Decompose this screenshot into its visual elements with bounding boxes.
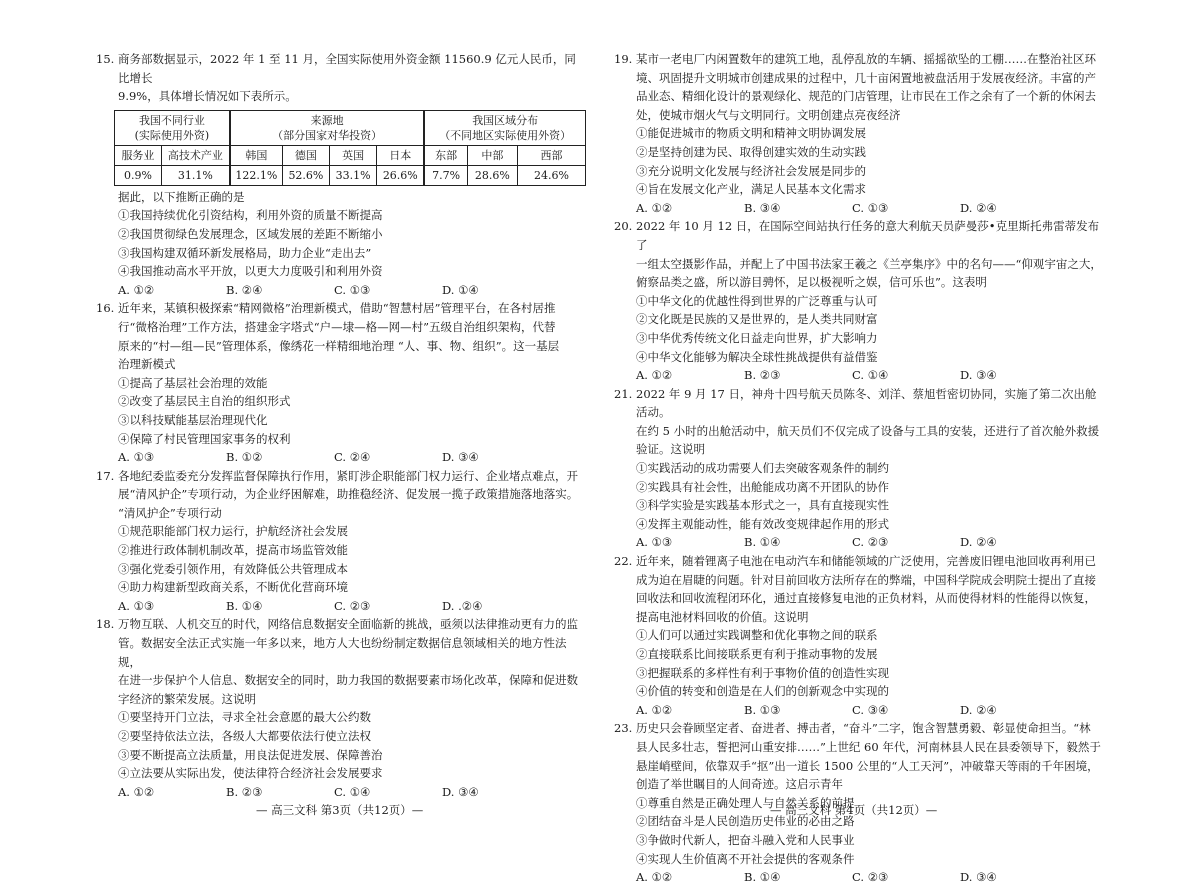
option-statement: ②推进行政体制机制改革，提高市场监管效能 bbox=[118, 543, 348, 558]
answer-choices bbox=[96, 448, 586, 467]
option-statement: ③以科技赋能基层治理现代化 bbox=[118, 412, 268, 427]
question-22 bbox=[614, 552, 1104, 719]
answer-choice-b[interactable]: B. ③④ bbox=[744, 200, 781, 215]
question-stem bbox=[614, 552, 1104, 571]
question-number: 16. bbox=[96, 301, 115, 316]
stem-line: 管。数据安全法正式实施一年多以来，地方人大也纷纷制定数据信息领域相关的地方性法规， bbox=[118, 636, 567, 669]
option-statement: ②文化既是民族的又是世界的，是人类共同财富 bbox=[636, 312, 878, 327]
stem-line: 一组太空摄影作品，并配上了中国书法家王羲之《兰亭集序》中的名句——“仰观宇宙之大， bbox=[636, 256, 1102, 271]
answer-choices bbox=[96, 783, 586, 802]
stem-line: 验证。这说明 bbox=[636, 442, 705, 457]
stem-line: 俯察品类之盛，所以游目骋怀，足以极视听之娱，信可乐也”。这表明 bbox=[636, 275, 987, 290]
question-16 bbox=[96, 299, 586, 466]
page-footer-left: — 高三文科 第3页（共12页）— bbox=[256, 803, 424, 817]
option-statement: ③我国构建双循环新发展格局，助力企业“走出去” bbox=[118, 245, 372, 260]
answer-choice-a[interactable]: A. ①② bbox=[118, 784, 155, 799]
stem-line: 提高电池材料回收的价值。这说明 bbox=[636, 609, 809, 624]
table-row bbox=[115, 145, 586, 165]
answer-choices bbox=[614, 533, 1104, 552]
table-group-header bbox=[115, 110, 230, 145]
group-title: 我国区域分布 bbox=[472, 113, 539, 127]
answer-choices bbox=[614, 701, 1104, 720]
right-column bbox=[614, 50, 1104, 887]
table-cell: 122.1% bbox=[230, 165, 282, 185]
table-cell: 0.9% bbox=[115, 165, 162, 185]
answer-choices bbox=[96, 281, 586, 300]
stem-line: 悬崖峭壁间，依靠双手“抠”出一道长 1500 公里的“人工天河”，冲破靠天等雨的千年困境， bbox=[636, 758, 1099, 773]
option-statement: ③争做时代新人，把奋斗融入党和人民事业 bbox=[636, 832, 855, 847]
option-statement: ①我国持续优化引资结构，利用外资的质量不断提高 bbox=[118, 208, 383, 223]
stem-line: 近年来，某镇积极探索“精网微格”治理新模式，借助“智慧村居”管理平台，在各村居推 bbox=[118, 301, 556, 316]
table-cell: 英国 bbox=[330, 145, 377, 165]
answer-choice-c[interactable]: C. ③④ bbox=[852, 702, 889, 717]
option-statement: ③要不断提高立法质量，用良法促进发展、保障善治 bbox=[118, 747, 383, 762]
table-cell: 中部 bbox=[467, 145, 517, 165]
question-15 bbox=[96, 50, 586, 299]
stem-line: 各地纪委监委充分发挥监督保障执行作用，紧盯涉企职能部门权力运行、企业堵点难点，开 bbox=[118, 468, 578, 483]
option-statement: ①规范职能部门权力运行，护航经济社会发展 bbox=[118, 524, 348, 539]
answer-choice-a[interactable]: A. ①③ bbox=[118, 450, 155, 465]
option-statement: ③科学实验是实践基本形式之一，具有直接现实性 bbox=[636, 498, 889, 513]
answer-choice-b[interactable]: B. ①④ bbox=[744, 535, 781, 550]
option-statement: ①人们可以通过实践调整和优化事物之间的联系 bbox=[636, 628, 878, 643]
question-number: 23. bbox=[614, 721, 633, 736]
stem-line: 9.9%，具体增长情况如下表所示。 bbox=[118, 89, 297, 104]
answer-choices bbox=[96, 597, 586, 616]
stem-line: “清风护企”专项行动 bbox=[118, 505, 222, 520]
stem-line: 处，使城市烟火气与文明同行。文明创建点亮夜经济 bbox=[636, 107, 901, 122]
answer-choice-b[interactable]: B. ①③ bbox=[744, 702, 781, 717]
answer-choice-b[interactable]: B. ②③ bbox=[226, 784, 263, 799]
question-number: 18. bbox=[96, 617, 115, 632]
answer-choices bbox=[614, 199, 1104, 218]
fdi-growth-table bbox=[114, 110, 586, 186]
stem-line: 回收法和回收流程闭环化，通过直接修复电池的正负材料，从而使得材料的性能得以恢复， bbox=[636, 591, 1096, 606]
table-cell: 31.1% bbox=[161, 165, 230, 185]
stem-line: 某市一老电厂内闲置数年的建筑工地，乱停乱放的车辆、摇摇欲坠的工棚……在整治社区环 bbox=[636, 52, 1096, 66]
option-statement: ④立法要从实际出发，使法律符合经济社会发展要求 bbox=[118, 766, 383, 781]
option-statement: ④中华文化能够为解决全球性挑战提供有益借鉴 bbox=[636, 349, 878, 364]
option-statement: ①中华文化的优越性得到世界的广泛尊重与认可 bbox=[636, 293, 878, 308]
table-cell: 28.6% bbox=[467, 165, 517, 185]
question-stem bbox=[96, 299, 586, 318]
group-subtitle: （不同地区实际使用外资） bbox=[439, 128, 572, 142]
table-cell: 24.6% bbox=[517, 165, 585, 185]
answer-choice-c[interactable]: C. ②③ bbox=[334, 598, 371, 613]
answer-choice-d[interactable]: D. .②④ bbox=[442, 598, 483, 613]
stem-line: 原来的“村—组—民”管理体系，像绣花一样精细地治理 “人、事、物、组织”。这一基层 bbox=[118, 338, 560, 353]
table-cell: 33.1% bbox=[330, 165, 377, 185]
answer-choice-c[interactable]: C. ②③ bbox=[852, 870, 889, 885]
stem-line: 成为迫在眉睫的问题。针对目前回收方法所存在的弊端，中国科学院成会明院士提出了直接 bbox=[636, 572, 1096, 587]
option-statement: ②我国贯彻绿色发展理念，区域发展的差距不断缩小 bbox=[118, 226, 383, 241]
answer-choice-c[interactable]: C. ①④ bbox=[334, 784, 371, 799]
answer-choice-c[interactable]: C. ②③ bbox=[852, 535, 889, 550]
page-footer-right: — 高三文科 第4页（共12页）— bbox=[770, 803, 938, 817]
question-21 bbox=[614, 385, 1104, 552]
question-stem bbox=[614, 385, 1104, 422]
answer-choice-a[interactable]: A. ①② bbox=[636, 200, 673, 215]
table-cell: 韩国 bbox=[230, 145, 282, 165]
table-cell: 德国 bbox=[282, 145, 329, 165]
answer-choice-b[interactable]: B. ①④ bbox=[226, 598, 263, 613]
answer-choice-d[interactable]: D. ③④ bbox=[960, 870, 997, 885]
table-group-header bbox=[424, 110, 585, 145]
table-cell: 7.7% bbox=[424, 165, 467, 185]
answer-choice-a[interactable]: A. ①② bbox=[118, 282, 155, 297]
stem-line: 字经济的繁荣发展。这说明 bbox=[118, 691, 256, 706]
stem-line: 行“微格治理”工作方法，搭建金字塔式“户—埭—格—网—村”五级自治组织架构，代替 bbox=[118, 319, 556, 334]
answer-choice-a[interactable]: A. ①② bbox=[636, 368, 673, 383]
table-cell: 服务业 bbox=[115, 145, 162, 165]
stem-line: 历史只会眷顾坚定者、奋进者、搏击者，“奋斗”二字，饱含智慧勇毅、彰显使命担当。“林 bbox=[636, 721, 1091, 736]
option-statement: ④发挥主观能动性，能有效改变规律起作用的形式 bbox=[636, 516, 889, 531]
left-column bbox=[96, 50, 586, 801]
option-statement: ①实践活动的成功需要人们去突破客观条件的制约 bbox=[636, 461, 889, 476]
option-statement: ④保障了村民管理国家事务的权利 bbox=[118, 431, 291, 446]
option-statement: ④我国推动高水平开放，以更大力度吸引和利用外资 bbox=[118, 264, 383, 279]
stem-line: 县人民多壮志，誓把河山重安排……”上世纪 60 年代，河南林县人民在县委领导下，毅然于 bbox=[636, 739, 1101, 754]
stem-line: 商务部数据显示，2022 年 1 至 11 月，全国实际使用外资金额 11560.9 亿元人民币，同比增长 bbox=[118, 52, 576, 85]
answer-choice-d[interactable]: D. ③④ bbox=[442, 450, 479, 465]
option-statement: ②要坚持依法立法，各级人大都要依法行使立法权 bbox=[118, 729, 371, 743]
stem-line: 展“清风护企”专项行动，为企业纾困解难，助推稳经济、促发展一揽子政策措施落地落实。 bbox=[118, 487, 579, 502]
option-statement: ③强化党委引领作用，有效降低公共管理成本 bbox=[118, 561, 348, 576]
answer-choice-c[interactable]: C. ①④ bbox=[852, 368, 889, 383]
table-cell: 日本 bbox=[377, 145, 425, 165]
table-group-header bbox=[230, 110, 425, 145]
group-title: 我国不同行业 bbox=[138, 113, 205, 127]
option-statement: ②实践具有社会性，出舱能成功离不开团队的协作 bbox=[636, 479, 889, 494]
answer-choice-d[interactable]: D. ②④ bbox=[960, 535, 997, 550]
stem-line: 创造了举世瞩目的人间奇迹。这启示青年 bbox=[636, 777, 843, 792]
answer-choices bbox=[614, 868, 1104, 887]
option-statement: ③中华优秀传统文化日益走向世界，扩大影响力 bbox=[636, 330, 878, 345]
question-18 bbox=[96, 615, 586, 801]
answer-choice-a[interactable]: A. ①② bbox=[636, 702, 673, 717]
question-number: 21. bbox=[614, 386, 633, 401]
question-number: 22. bbox=[614, 554, 633, 569]
answer-choices bbox=[614, 366, 1104, 385]
question-19 bbox=[614, 50, 1104, 217]
question-stem bbox=[614, 719, 1104, 738]
question-lead: 据此，以下推断正确的是 bbox=[118, 189, 245, 204]
group-subtitle: (实际使用外资) bbox=[134, 128, 210, 142]
question-number: 17. bbox=[96, 468, 115, 483]
question-stem bbox=[614, 50, 1104, 69]
stem-line: 品业态、精细化设计的景观绿化、规范的门店管理，让市民在工作之余有了一个新的休闲去 bbox=[636, 89, 1096, 104]
stem-line: 2022 年 9 月 17 日，神舟十四号航天员陈冬、刘洋、蔡旭哲密切协同，实施了第二次出舱活动。 bbox=[636, 386, 1097, 420]
option-statement: ③充分说明文化发展与经济社会发展是同步的 bbox=[636, 163, 866, 178]
stem-line: 近年来，随着锂离子电池在电动汽车和储能领域的广泛使用，完善废旧锂电池回收再利用已 bbox=[636, 554, 1096, 569]
question-number: 20. bbox=[614, 219, 633, 234]
answer-choice-b[interactable]: B. ①④ bbox=[744, 870, 781, 885]
question-17 bbox=[96, 467, 586, 616]
option-statement: ④助力构建新型政商关系，不断优化营商环境 bbox=[118, 580, 348, 595]
option-statement: ④实现人生价值离不开社会提供的客观条件 bbox=[636, 851, 855, 866]
stem-line: 万物互联、人机交互的时代，网络信息数据安全面临新的挑战，亟须以法律推动更有力的监 bbox=[118, 617, 578, 632]
answer-choice-d[interactable]: D. ②④ bbox=[960, 702, 997, 717]
answer-choice-c[interactable]: C. ②④ bbox=[334, 450, 371, 465]
answer-choice-a[interactable]: A. ①③ bbox=[636, 535, 673, 550]
question-stem bbox=[96, 467, 586, 486]
group-subtitle: （部分国家对华投资） bbox=[272, 128, 383, 142]
answer-choice-d[interactable]: D. ③④ bbox=[442, 784, 479, 799]
stem-line: 在约 5 小时的出舱活动中，航天员们不仅完成了设备与工具的安装，还进行了首次舱外救援 bbox=[636, 423, 1100, 438]
table-cell: 26.6% bbox=[377, 165, 425, 185]
answer-choice-d[interactable]: D. ②④ bbox=[960, 200, 997, 215]
question-stem bbox=[614, 217, 1104, 254]
answer-choice-c[interactable]: C. ①③ bbox=[334, 282, 371, 297]
answer-choice-a[interactable]: A. ①③ bbox=[118, 598, 155, 613]
option-statement: ②改变了基层民主自治的组织形式 bbox=[118, 394, 291, 409]
option-statement: ②是坚持创建为民、取得创建实效的生动实践 bbox=[636, 144, 866, 159]
question-number: 15. bbox=[96, 52, 115, 66]
table-cell: 高技术产业 bbox=[161, 145, 230, 165]
question-20 bbox=[614, 217, 1104, 384]
stem-line: 2022 年 10 月 12 日，在国际空间站执行任务的意大利航天员萨曼莎•克里斯托弗雷蒂发布了 bbox=[636, 219, 1100, 252]
answer-choice-a[interactable]: A. ①② bbox=[636, 870, 673, 885]
stem-line: 在进一步保护个人信息、数据安全的同时，助力我国的数据要素市场化改革，保障和促进数 bbox=[118, 673, 578, 688]
answer-choice-b[interactable]: B. ②④ bbox=[226, 282, 263, 297]
option-statement: ③把握联系的多样性有利于事物价值的创造性实现 bbox=[636, 665, 889, 680]
answer-choice-d[interactable]: D. ①④ bbox=[442, 282, 479, 297]
option-statement: ④旨在发展文化产业，满足人民基本文化需求 bbox=[636, 182, 866, 197]
option-statement: ④价值的转变和创造是在人们的创新观念中实现的 bbox=[636, 684, 889, 699]
question-stem bbox=[96, 50, 586, 87]
stem-line: 治理新模式 bbox=[118, 357, 176, 372]
question-number: 19. bbox=[614, 52, 633, 66]
question-stem bbox=[96, 615, 586, 634]
answer-choice-c[interactable]: C. ①③ bbox=[852, 200, 889, 215]
table-row bbox=[115, 165, 586, 185]
table-cell: 52.6% bbox=[282, 165, 329, 185]
table-cell: 西部 bbox=[517, 145, 585, 165]
option-statement: ①尊重自然是正确处理人与自然关系的前提 bbox=[636, 795, 855, 810]
answer-choice-b[interactable]: B. ②③ bbox=[744, 368, 781, 383]
option-statement: ②团结奋斗是人民创造历史伟业的必由之路 bbox=[636, 814, 855, 829]
table-cell: 东部 bbox=[424, 145, 467, 165]
option-statement: ①要坚持开门立法，寻求全社会意愿的最大公约数 bbox=[118, 710, 371, 725]
answer-choice-d[interactable]: D. ③④ bbox=[960, 368, 997, 383]
group-title: 来源地 bbox=[310, 113, 344, 127]
answer-choice-b[interactable]: B. ①② bbox=[226, 450, 263, 465]
option-statement: ①能促进城市的物质文明和精神文明协调发展 bbox=[636, 126, 866, 141]
option-statement: ①提高了基层社会治理的效能 bbox=[118, 375, 268, 390]
stem-line: 境、巩固提升文明城市创建成果的过程中，几十亩闲置地被盘活用于发展夜经济。丰富的产 bbox=[636, 70, 1096, 85]
option-statement: ②直接联系比间接联系更有利于推动事物的发展 bbox=[636, 647, 878, 661]
